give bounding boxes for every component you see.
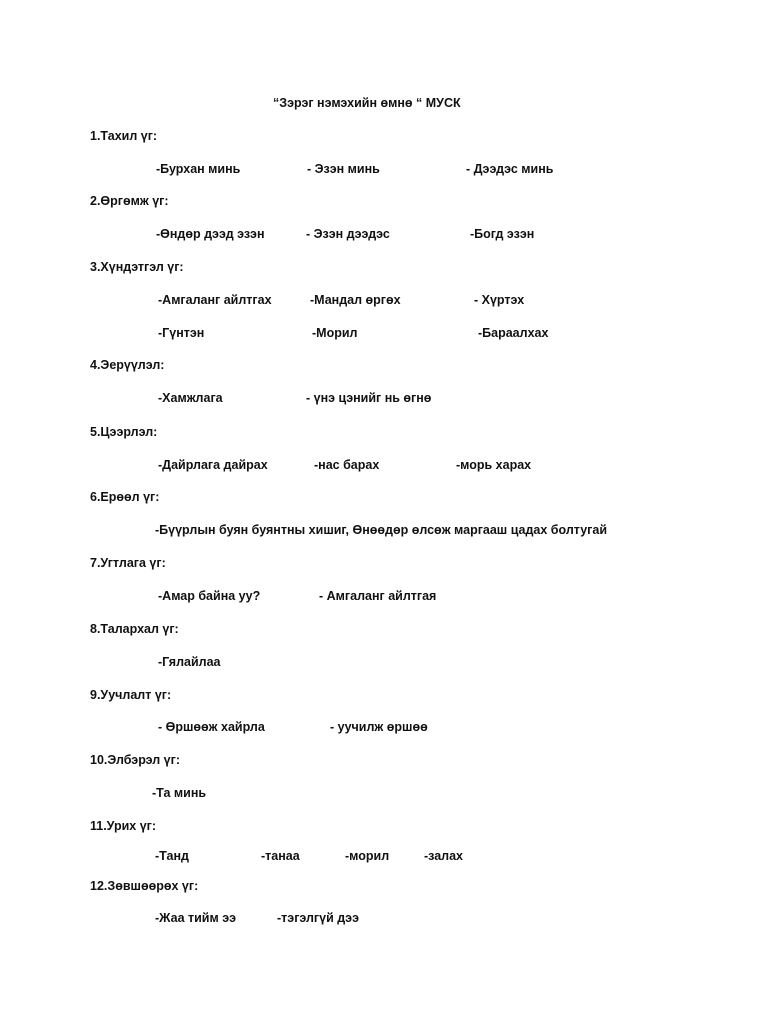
item-text: -морь харах: [456, 458, 532, 472]
item-text: -Та минь: [152, 786, 207, 800]
section-heading: 8.Талархал үг:: [90, 622, 179, 636]
item-text: -залах: [424, 849, 464, 863]
item-text: -Морил: [312, 326, 358, 340]
item-text: -Хамжлага: [158, 391, 223, 405]
section-heading: 9.Уучлалт үг:: [90, 688, 172, 702]
item-text: -Өндөр дээд эзэн: [156, 227, 265, 241]
item-text: -Гялайлаа: [158, 655, 221, 669]
section-heading: 11.Урих үг:: [90, 819, 157, 833]
section-heading: 10.Элбэрэл үг:: [90, 753, 180, 767]
section-heading: 12.Зөвшөөрөх үг:: [90, 879, 199, 893]
item-text: -нас барах: [314, 458, 380, 472]
item-text: - Дээдэс минь: [466, 162, 554, 176]
item-text: - Амгаланг айлтгая: [319, 589, 437, 603]
item-text: - үнэ цэнийг нь өгнө: [306, 391, 432, 405]
item-text: -Бүүрлын буян буянтны хишиг, Өнөөдөр өлсөж маргааш цадах болтугай: [155, 523, 608, 537]
item-text: -Жаа тийм ээ: [155, 911, 237, 925]
section-heading: 4.Эерүүлэл:: [90, 358, 165, 372]
item-text: -морил: [345, 849, 390, 863]
section-heading: 7.Угтлага үг:: [90, 556, 166, 570]
item-text: -Дайрлага дайрах: [158, 458, 268, 472]
item-text: -Гүнтэн: [158, 326, 205, 340]
item-text: - уучилж өршөө: [330, 720, 428, 734]
item-text: -танаа: [261, 849, 300, 863]
item-text: -тэгэлгүй дээ: [277, 911, 359, 925]
item-text: -Богд эзэн: [470, 227, 535, 241]
item-text: - Эзэн минь: [307, 162, 380, 176]
section-heading: 3.Хүндэтгэл үг:: [90, 260, 184, 274]
section-heading: 6.Ерөөл үг:: [90, 490, 160, 504]
section-heading: 1.Тахил үг:: [90, 129, 158, 143]
item-text: -Мандал өргөх: [310, 293, 401, 307]
item-text: -Амгаланг айлтгах: [158, 293, 272, 307]
item-text: - Хүртэх: [474, 293, 525, 307]
document-title: “Зэрэг нэмэхийн өмнө “ МУСК: [273, 96, 461, 110]
item-text: - Эзэн дээдэс: [306, 227, 390, 241]
section-heading: 5.Цээрлэл:: [90, 425, 158, 439]
section-heading: 2.Өргөмж үг:: [90, 194, 169, 208]
item-text: -Бурхан минь: [156, 162, 241, 176]
item-text: - Өршөөж хайрла: [158, 720, 265, 734]
item-text: -Амар байна уу?: [158, 589, 261, 603]
item-text: -Танд: [155, 849, 189, 863]
item-text: -Бараалхах: [478, 326, 549, 340]
